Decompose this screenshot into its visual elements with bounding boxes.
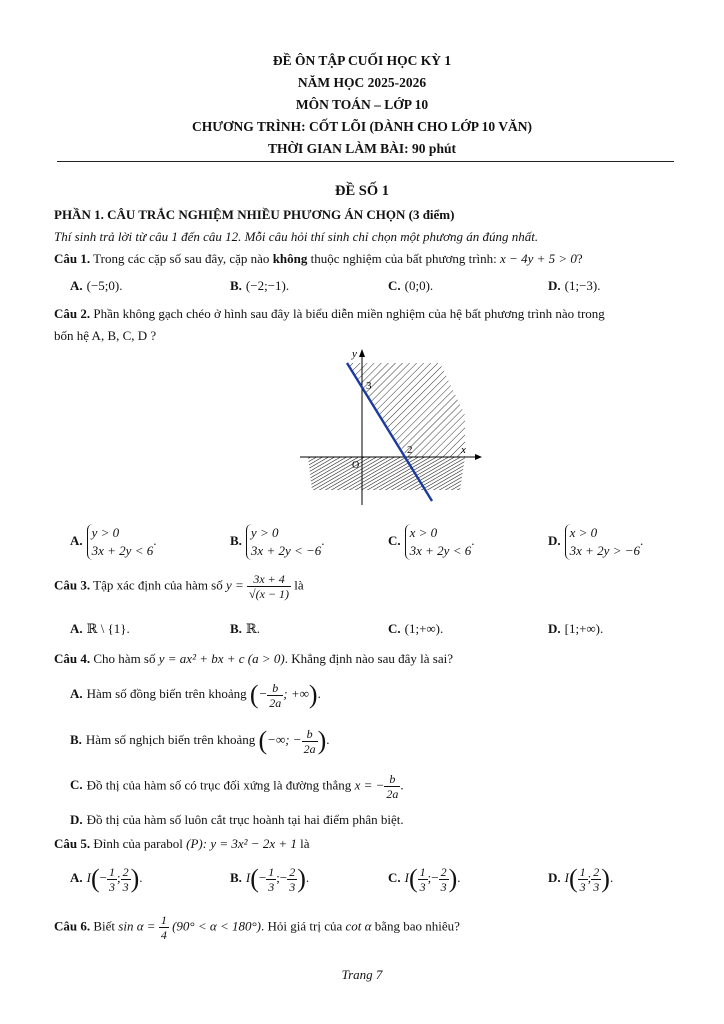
q2-y-label: y: [352, 348, 357, 360]
q4-option-c-lhs: x = −: [354, 777, 385, 793]
q5-option-d-frac1: [578, 865, 588, 894]
q2-hatch-lower: [308, 457, 465, 490]
q3-option-b-label: B.: [230, 621, 242, 636]
q5-option-d-d1: 3: [579, 879, 586, 894]
q6-numerator: 1: [160, 913, 167, 927]
q1-option-c-label: C.: [388, 278, 401, 293]
q4-stem: [54, 651, 453, 667]
q5-option-c-rparen: ): [448, 864, 458, 893]
q4-option-c-fraction: [384, 772, 400, 801]
part1-instruction: Thí sinh trả lời từ câu 1 đến câu 12. Mỗi câu hỏi thí sinh chỉ chọn một phương án đúng nhất.: [54, 229, 539, 244]
q6-text-c: bằng bao nhiêu?: [374, 918, 460, 934]
q4-option-c-num: b: [384, 772, 400, 787]
exam-title: ĐỀ SỐ 1: [335, 183, 389, 199]
q5-option-b-frac2: [287, 865, 297, 894]
q6-label: Câu 6.: [54, 918, 91, 934]
q1-end: ?: [576, 251, 583, 266]
q5-option-d-d2: 3: [593, 879, 600, 894]
q1-option-c[interactable]: [388, 278, 433, 294]
q5-option-a-label: A.: [70, 869, 83, 885]
q2-option-a[interactable]: [70, 524, 156, 560]
q1-option-d[interactable]: [548, 278, 601, 294]
q4-option-a-lparen: (: [249, 680, 259, 709]
q2-origin-label: O: [352, 460, 360, 471]
q2-x-intercept-label: 2: [407, 444, 413, 456]
q2-option-b-end: .: [321, 532, 325, 548]
q4-option-b-label: B.: [70, 731, 82, 747]
q5-option-b-n1: 1: [268, 864, 275, 879]
q5-option-d-label: D.: [548, 869, 561, 885]
q5-option-a-i: I: [86, 869, 91, 885]
q6-text-a: Biết: [93, 918, 116, 934]
q5-expression: (P): y = 3x² − 2x + 1: [186, 836, 297, 851]
q5-option-a-d1: 3: [109, 879, 115, 894]
q1-option-b-value: (−2;−1).: [245, 278, 290, 293]
q5-option-a[interactable]: A. I(− $\frac{1}{3}$ ; $\frac{2}{3}$ ).: [70, 864, 143, 894]
q3-option-b-value: ℝ.: [245, 621, 260, 636]
q4-option-b-num: b: [302, 727, 318, 742]
header-line-4: CHƯƠNG TRÌNH: CỐT LÕI (DÀNH CHO LỚP 10 VĂN): [191, 119, 533, 134]
header-line-5: THỜI GIAN LÀM BÀI: 90 phút: [268, 141, 456, 156]
q3-option-a-value: ℝ \ {1}.: [86, 621, 130, 636]
q4-option-a-text: Hàm số đồng biến trên khoảng: [86, 685, 247, 701]
q5-option-c[interactable]: C. I( $\frac{1}{3}$ ;− $\frac{2}{3}$ ).: [388, 864, 461, 894]
q4-option-a-fraction: [267, 681, 283, 710]
q2-stem-1: [54, 306, 605, 322]
q5-option-b[interactable]: B. I(− $\frac{1}{3}$ ;− $\frac{2}{3}$ ).: [230, 864, 310, 894]
q2-option-c[interactable]: [388, 524, 474, 560]
q4-option-b[interactable]: [70, 726, 330, 756]
q5-option-a-frac1: [107, 865, 117, 894]
q2-option-a-top: y > 0: [91, 525, 120, 540]
q1-expression: x − 4y + 5 > 0: [500, 251, 577, 266]
q6-cot: cot α: [345, 918, 372, 934]
q4-option-a-pre: −: [258, 685, 268, 701]
q5-end: là: [300, 836, 310, 851]
part1-title: PHẦN 1. CÂU TRẮC NGHIỆM NHIỀU PHƯƠNG ÁN CHỌN (3 điểm): [54, 207, 455, 222]
q5-option-a-lparen: (: [90, 864, 100, 893]
q2-y-intercept-label: 3: [366, 380, 372, 392]
q4-option-b-rparen: ): [317, 726, 327, 755]
q5-option-c-d1: 3: [419, 879, 426, 894]
q3-option-d[interactable]: [548, 621, 603, 637]
q6-lhs: sin α =: [118, 918, 156, 934]
q2-figure: [300, 345, 490, 505]
q4-label: Câu 4.: [54, 651, 91, 666]
q5-label: Câu 5.: [54, 836, 91, 851]
q3-stem: [54, 572, 304, 601]
q5-option-b-d2: 3: [289, 879, 296, 894]
q4-option-b-end: .: [326, 731, 330, 747]
q5-option-a-d2: 3: [122, 879, 129, 894]
q1-label: Câu 1.: [54, 251, 91, 266]
q2-option-a-label: A.: [70, 532, 83, 548]
q5-option-b-d1: 3: [268, 879, 275, 894]
header-line-1: ĐỀ ÔN TẬP CUỐI HỌC KỲ 1: [272, 53, 452, 68]
q4-text-a: Cho hàm số: [93, 651, 156, 666]
q2-option-c-label: C.: [388, 532, 401, 548]
q4-option-a-den: 2a: [269, 695, 282, 710]
q5-option-b-n2: 2: [289, 864, 296, 879]
q4-option-d[interactable]: [70, 812, 404, 828]
q5-option-d-lparen: (: [568, 864, 578, 893]
q2-text-1: Phần không gạch chéo ở hình sau đây là biểu diễn miền nghiệm của hệ bất phương trình nào trong: [93, 306, 605, 321]
q4-option-a-rparen: ): [308, 680, 318, 709]
q5-option-c-d2: 3: [440, 879, 447, 894]
q1-option-c-value: (0;0).: [404, 278, 434, 293]
header-divider: [57, 161, 674, 162]
q3-numerator: 3x + 4: [247, 572, 291, 587]
q5-option-b-lparen: (: [250, 864, 259, 893]
q4-option-c-text: Đồ thị của hàm số có trục đối xứng là đường thẳng: [86, 777, 352, 793]
q4-option-b-fraction: [302, 727, 318, 756]
q3-label: Câu 3.: [54, 577, 91, 593]
q2-option-a-end: .: [153, 532, 157, 548]
q2-option-a-bottom: 3x + 2y < 6: [91, 543, 154, 558]
q6-stem: [54, 913, 460, 942]
q1-option-d-label: D.: [548, 278, 561, 293]
q4-text-b: . Khẳng định nào sau đây là sai?: [284, 651, 453, 666]
q5-option-c-frac1: [418, 865, 428, 894]
q5-option-a-frac2: [121, 865, 131, 894]
q5-option-b-i: I: [245, 869, 251, 885]
q5-option-c-frac2: [439, 865, 449, 894]
q3-option-a[interactable]: [70, 621, 130, 637]
q5-option-d-n2: 2: [593, 864, 600, 879]
q2-option-a-system: [87, 524, 157, 560]
q5-option-a-rparen: ): [130, 864, 140, 893]
q5-option-b-rparen: ): [297, 864, 306, 893]
q5-option-d-rparen: ): [601, 864, 610, 893]
q5-option-b-s1: −: [258, 869, 267, 885]
q5-option-c-s2: −: [431, 869, 439, 885]
q2-option-c-system: [405, 524, 475, 560]
q1-text-bold: không: [272, 251, 308, 266]
q2-hatch-upper: [348, 363, 465, 457]
q4-option-b-den: 2a: [303, 741, 316, 756]
q6-text-b: . Hỏi giá trị của: [261, 918, 343, 934]
q5-option-c-n2: 2: [440, 864, 447, 879]
q4-option-a[interactable]: [70, 680, 321, 710]
q5-option-d[interactable]: D. I( $\frac{1}{3}$ ; $\frac{2}{3}$ ).: [548, 864, 614, 894]
q2-option-d-end: .: [640, 532, 644, 548]
q3-option-a-label: A.: [70, 621, 83, 636]
q1-text-b: thuộc nghiệm của bất phương trình:: [310, 251, 497, 266]
q4-option-b-text: Hàm số nghịch biến trên khoảng: [85, 731, 256, 747]
q2-option-c-end: .: [471, 532, 475, 548]
header-line-2: NĂM HỌC 2025-2026: [297, 75, 427, 90]
q2-x-arrow: [475, 454, 482, 460]
q6-condition: (90° < α < 180°): [172, 918, 262, 934]
header-line-3: MÔN TOÁN – LỚP 10: [295, 97, 429, 112]
q2-stem-2: bốn hệ A, B, C, D ?: [54, 328, 157, 343]
q2-option-b-system: [246, 524, 321, 560]
q5-option-c-lparen: (: [408, 864, 418, 893]
q3-option-d-label: D.: [548, 621, 561, 636]
q3-fraction: [247, 572, 291, 601]
q4-option-d-label: D.: [70, 812, 83, 827]
q5-option-b-label: B.: [230, 869, 242, 885]
q2-option-b[interactable]: [230, 524, 325, 560]
q2-option-d[interactable]: [548, 524, 643, 560]
q5-option-c-label: C.: [388, 869, 401, 885]
q1-text-a: Trong các cặp số sau đây, cặp nào: [93, 251, 270, 266]
q3-option-c[interactable]: [388, 621, 443, 637]
q5-option-d-n1: 1: [579, 864, 586, 879]
q5-option-b-s2: −: [279, 869, 288, 885]
q5-option-d-frac2: [591, 865, 601, 894]
q4-option-a-end: .: [317, 685, 321, 701]
q2-option-b-label: B.: [230, 532, 242, 548]
q3-option-c-label: C.: [388, 621, 401, 636]
q4-option-b-pre: −∞; −: [267, 731, 302, 747]
q3-end: là: [294, 577, 304, 593]
page-footer: Trang 7: [341, 967, 383, 982]
q5-text: Đỉnh của parabol: [93, 836, 183, 851]
q5-option-a-s1: −: [99, 869, 107, 885]
q1-option-b[interactable]: [230, 278, 289, 294]
q1-option-a-value: (−5;0).: [86, 278, 123, 293]
q2-option-d-bottom: 3x + 2y > −6: [569, 543, 640, 558]
q2-option-b-top: y > 0: [250, 525, 279, 540]
q4-option-c-den: 2a: [386, 787, 399, 801]
q1-option-a-label: A.: [70, 278, 83, 293]
q4-option-a-post: ; +∞: [283, 685, 309, 701]
q4-option-c[interactable]: [70, 772, 404, 801]
q1-option-b-label: B.: [230, 278, 242, 293]
q1-option-d-value: (1;−3).: [564, 278, 601, 293]
q4-option-b-lparen: (: [258, 726, 268, 755]
q2-option-d-system: [565, 524, 640, 560]
q5-option-a-n1: 1: [109, 864, 115, 879]
q6-fraction: [159, 913, 169, 942]
q5-stem: [54, 836, 310, 852]
q4-option-a-label: A.: [70, 685, 83, 701]
q1-stem: [54, 251, 583, 267]
q1-option-a[interactable]: [70, 278, 123, 294]
q5-option-a-n2: 2: [122, 864, 129, 879]
q4-expression: y = ax² + bx + c (a > 0): [158, 651, 285, 666]
q4-option-a-num: b: [267, 681, 283, 696]
q2-option-d-top: x > 0: [569, 525, 598, 540]
q5-option-b-frac1: [266, 865, 276, 894]
q4-option-c-label: C.: [70, 777, 83, 793]
q5-option-c-n1: 1: [419, 864, 426, 879]
q5-option-d-i: I: [564, 869, 569, 885]
q2-option-b-bottom: 3x + 2y < −6: [250, 543, 322, 558]
q3-denominator: √(x − 1): [249, 587, 290, 601]
q3-option-c-value: (1;+∞).: [404, 621, 444, 636]
q2-option-c-bottom: 3x + 2y < 6: [409, 543, 472, 558]
q4-option-d-text: Đồ thị của hàm số luôn cắt trục hoành tại hai điểm phân biệt.: [86, 812, 404, 827]
q3-lhs: y =: [225, 577, 244, 593]
q2-option-d-label: D.: [548, 532, 561, 548]
q2-label: Câu 2.: [54, 306, 91, 321]
q3-option-d-value: [1;+∞).: [564, 621, 604, 636]
q2-option-c-top: x > 0: [409, 525, 438, 540]
q3-text: Tập xác định của hàm số: [93, 577, 223, 593]
q2-y-arrow: [359, 349, 365, 357]
q2-x-label: x: [461, 444, 466, 456]
q5-option-c-i: I: [404, 869, 409, 885]
q4-option-c-end: .: [400, 777, 404, 793]
q3-option-b[interactable]: [230, 621, 260, 637]
q6-denominator: 4: [160, 928, 167, 942]
